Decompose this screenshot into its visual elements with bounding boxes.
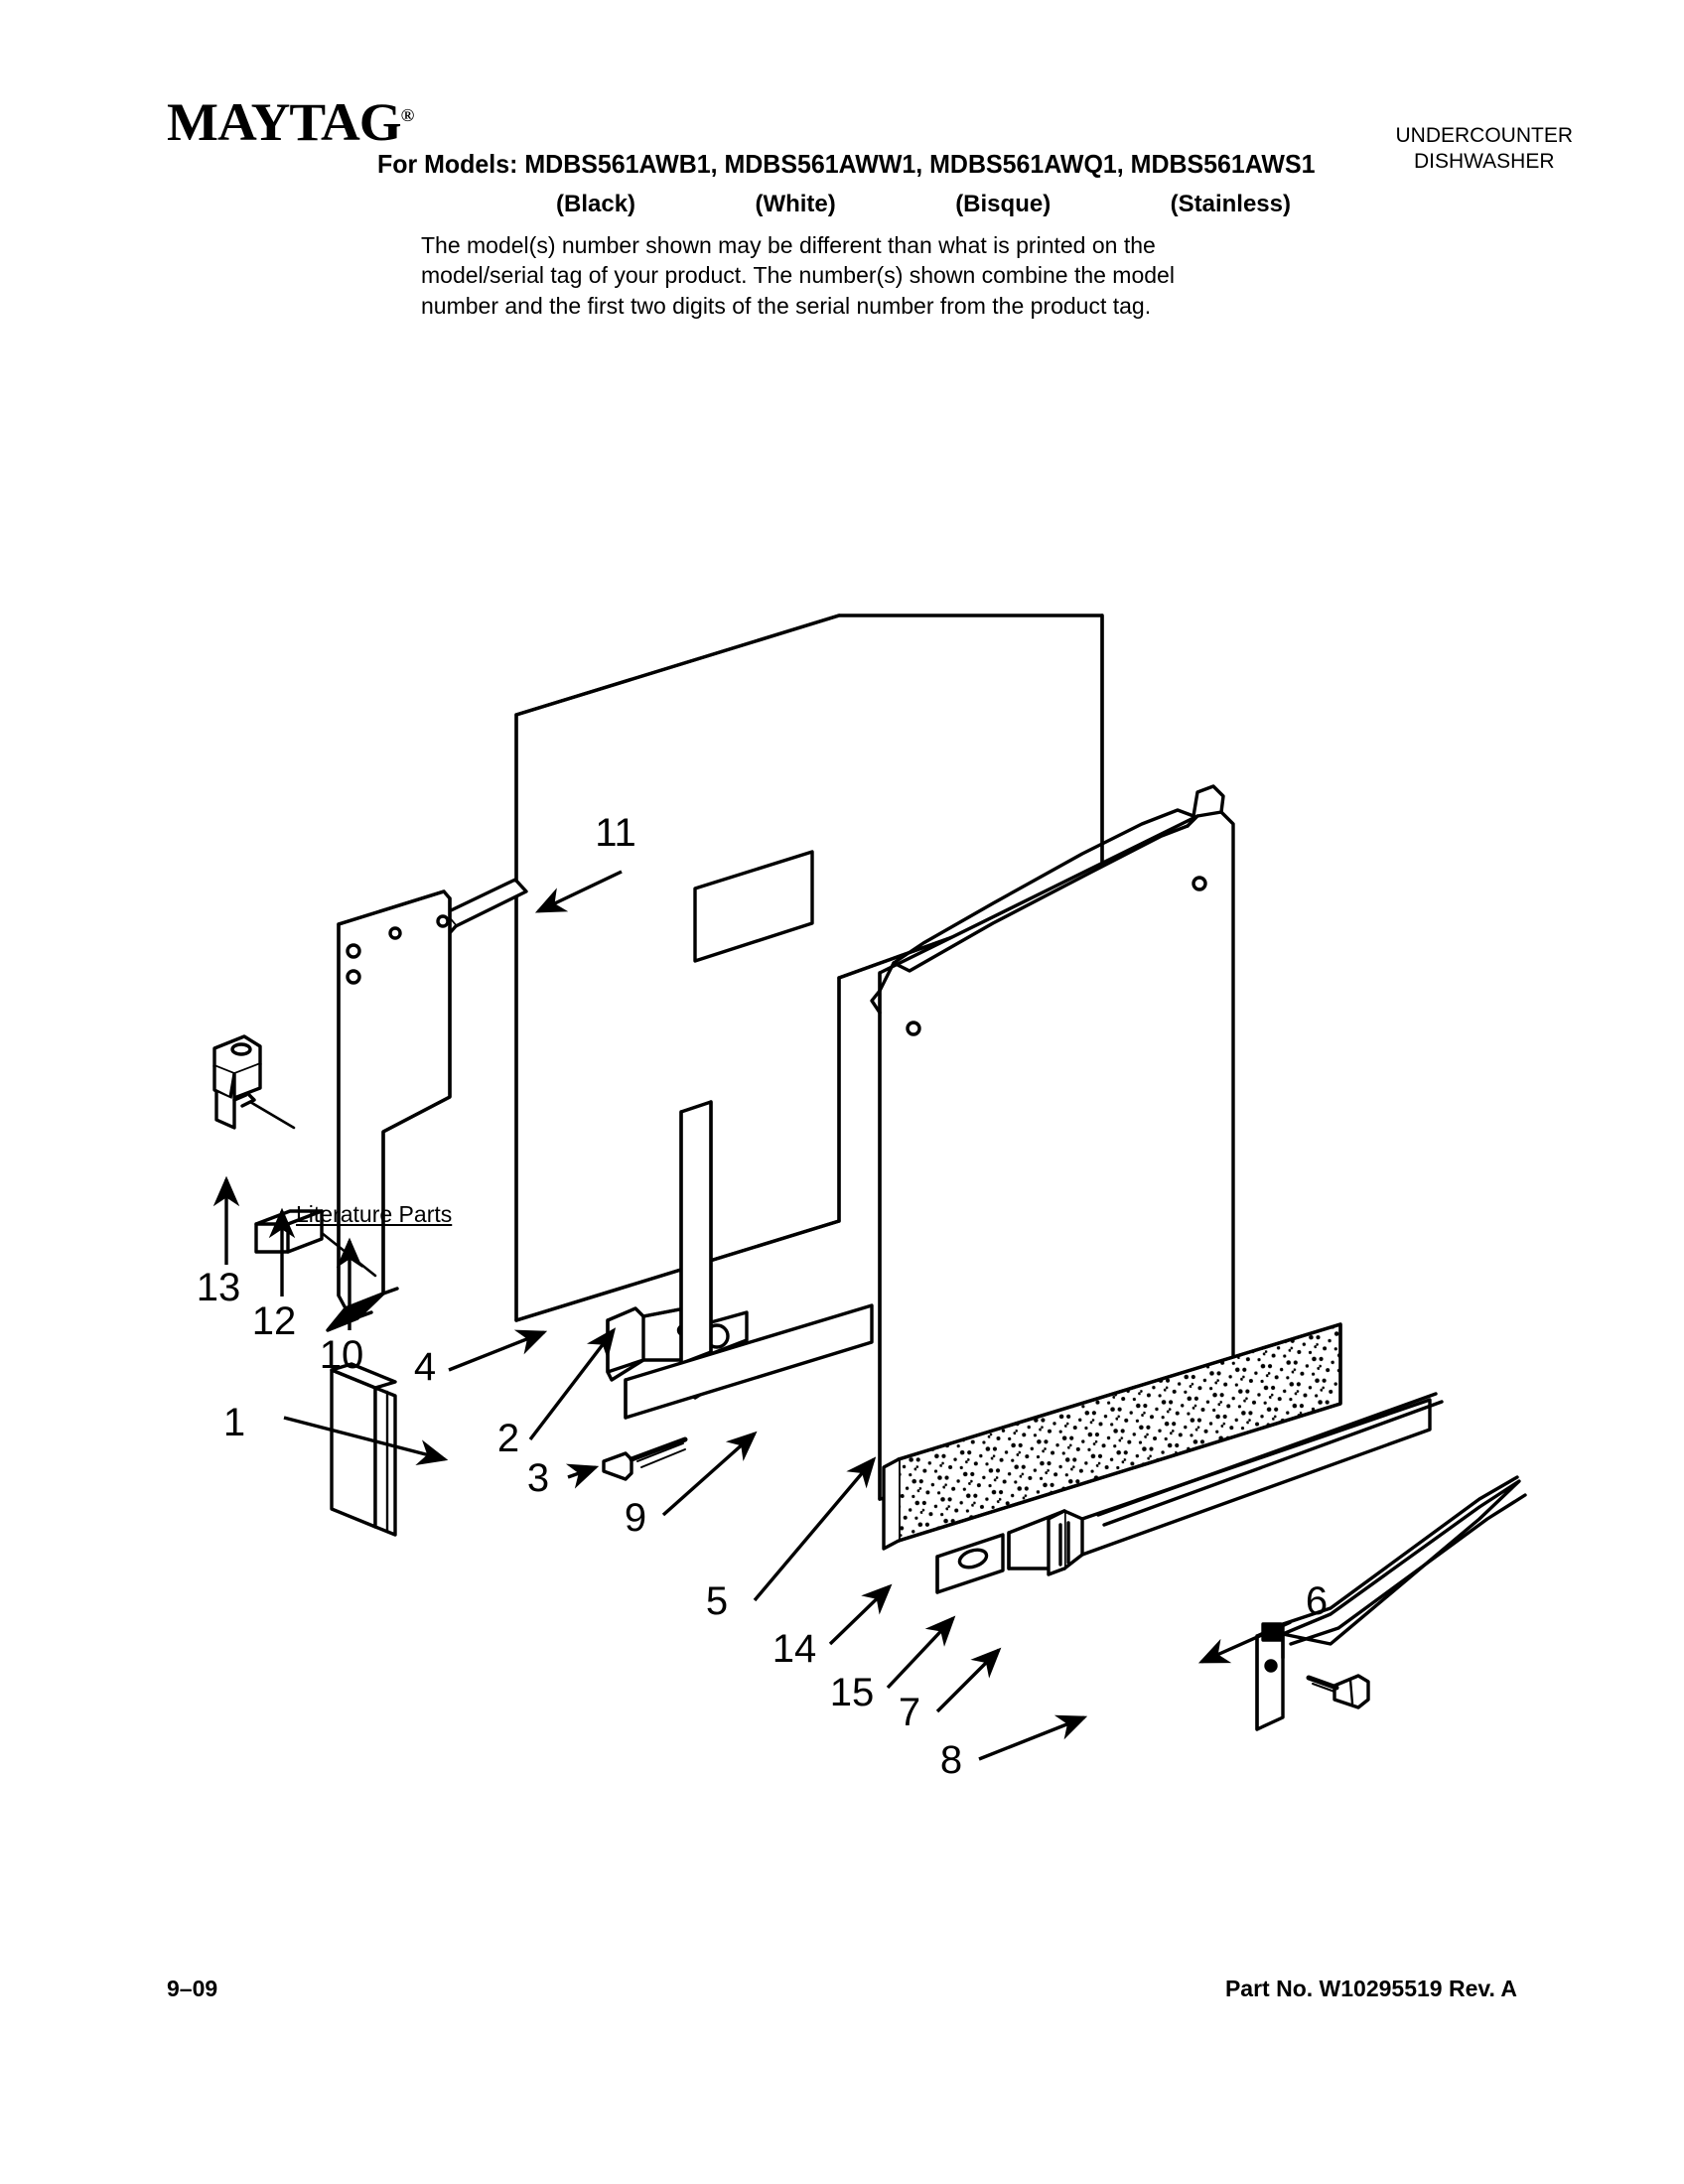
leader-4 bbox=[449, 1332, 544, 1370]
callout-11: 11 bbox=[595, 811, 636, 855]
product-category-line1: UNDERCOUNTER bbox=[1395, 124, 1573, 147]
maytag-logo bbox=[167, 92, 414, 152]
brand-wordmark: MAYTAG bbox=[167, 92, 401, 152]
registered-mark-icon: ® bbox=[400, 105, 414, 125]
literature-parts-label: Literature Parts bbox=[296, 1201, 453, 1227]
part-door-side-rail bbox=[681, 1102, 711, 1398]
footer-part-no: Part No. W10295519 Rev. A bbox=[1224, 1976, 1517, 2001]
product-category-line2: DISHWASHER bbox=[1413, 150, 1555, 174]
color-label-black: (Black) bbox=[556, 191, 636, 217]
leader-5 bbox=[755, 1459, 874, 1600]
color-label-bisque: (Bisque) bbox=[955, 191, 1052, 217]
callout-7: 7 bbox=[898, 1691, 921, 1734]
models-line: For Models: MDBS561AWB1, MDBS561AWW1, MDBS561AWQ1, MDBS561AWS1 bbox=[377, 149, 1316, 179]
callout-10: 10 bbox=[319, 1333, 364, 1377]
product-category-label bbox=[1396, 123, 1574, 176]
callout-12: 12 bbox=[251, 1299, 297, 1343]
part-screw-3 bbox=[604, 1439, 685, 1479]
part-bottom-rail-6 bbox=[1283, 1477, 1525, 1658]
callout-3: 3 bbox=[526, 1456, 550, 1500]
callout-5: 5 bbox=[705, 1579, 729, 1623]
callout-13: 13 bbox=[196, 1266, 241, 1309]
part-lower-bracket-8 bbox=[1257, 1624, 1283, 1729]
model-number-disclaimer: The model(s) number shown may be different than what is printed on the model/serial tag of your product. The number(s) shown combine the model number and the first two digits of the serial number from the product tag. bbox=[421, 232, 1175, 319]
callout-6: 6 bbox=[1305, 1579, 1329, 1623]
leader-7 bbox=[937, 1650, 999, 1711]
page-header bbox=[0, 0, 1684, 328]
footer-date: 9–09 bbox=[167, 1976, 218, 2001]
callout-8: 8 bbox=[939, 1738, 963, 1782]
diagram-svg bbox=[0, 328, 1684, 1782]
leader-2 bbox=[530, 1330, 614, 1439]
leader-14 bbox=[830, 1586, 890, 1644]
callout-15: 15 bbox=[829, 1671, 875, 1714]
callout-14: 14 bbox=[772, 1627, 817, 1671]
callout-2: 2 bbox=[496, 1417, 520, 1460]
part-screw-6 bbox=[1309, 1676, 1368, 1707]
leader-3 bbox=[568, 1467, 596, 1477]
color-label-stainless: (Stainless) bbox=[1170, 191, 1291, 217]
part-literature-booklet bbox=[332, 1364, 395, 1535]
leader-15 bbox=[888, 1618, 953, 1688]
color-labels-row bbox=[556, 191, 1291, 218]
part-side-access-panel bbox=[328, 891, 450, 1330]
callout-1: 1 bbox=[222, 1401, 246, 1444]
color-label-white: (White) bbox=[755, 191, 836, 217]
callout-4: 4 bbox=[413, 1345, 437, 1389]
leader-8 bbox=[979, 1717, 1084, 1759]
part-mounting-bar-15 bbox=[937, 1535, 1003, 1592]
exploded-parts-diagram bbox=[0, 328, 1684, 1782]
callout-9: 9 bbox=[624, 1496, 647, 1540]
part-latch-clip bbox=[214, 1036, 294, 1128]
